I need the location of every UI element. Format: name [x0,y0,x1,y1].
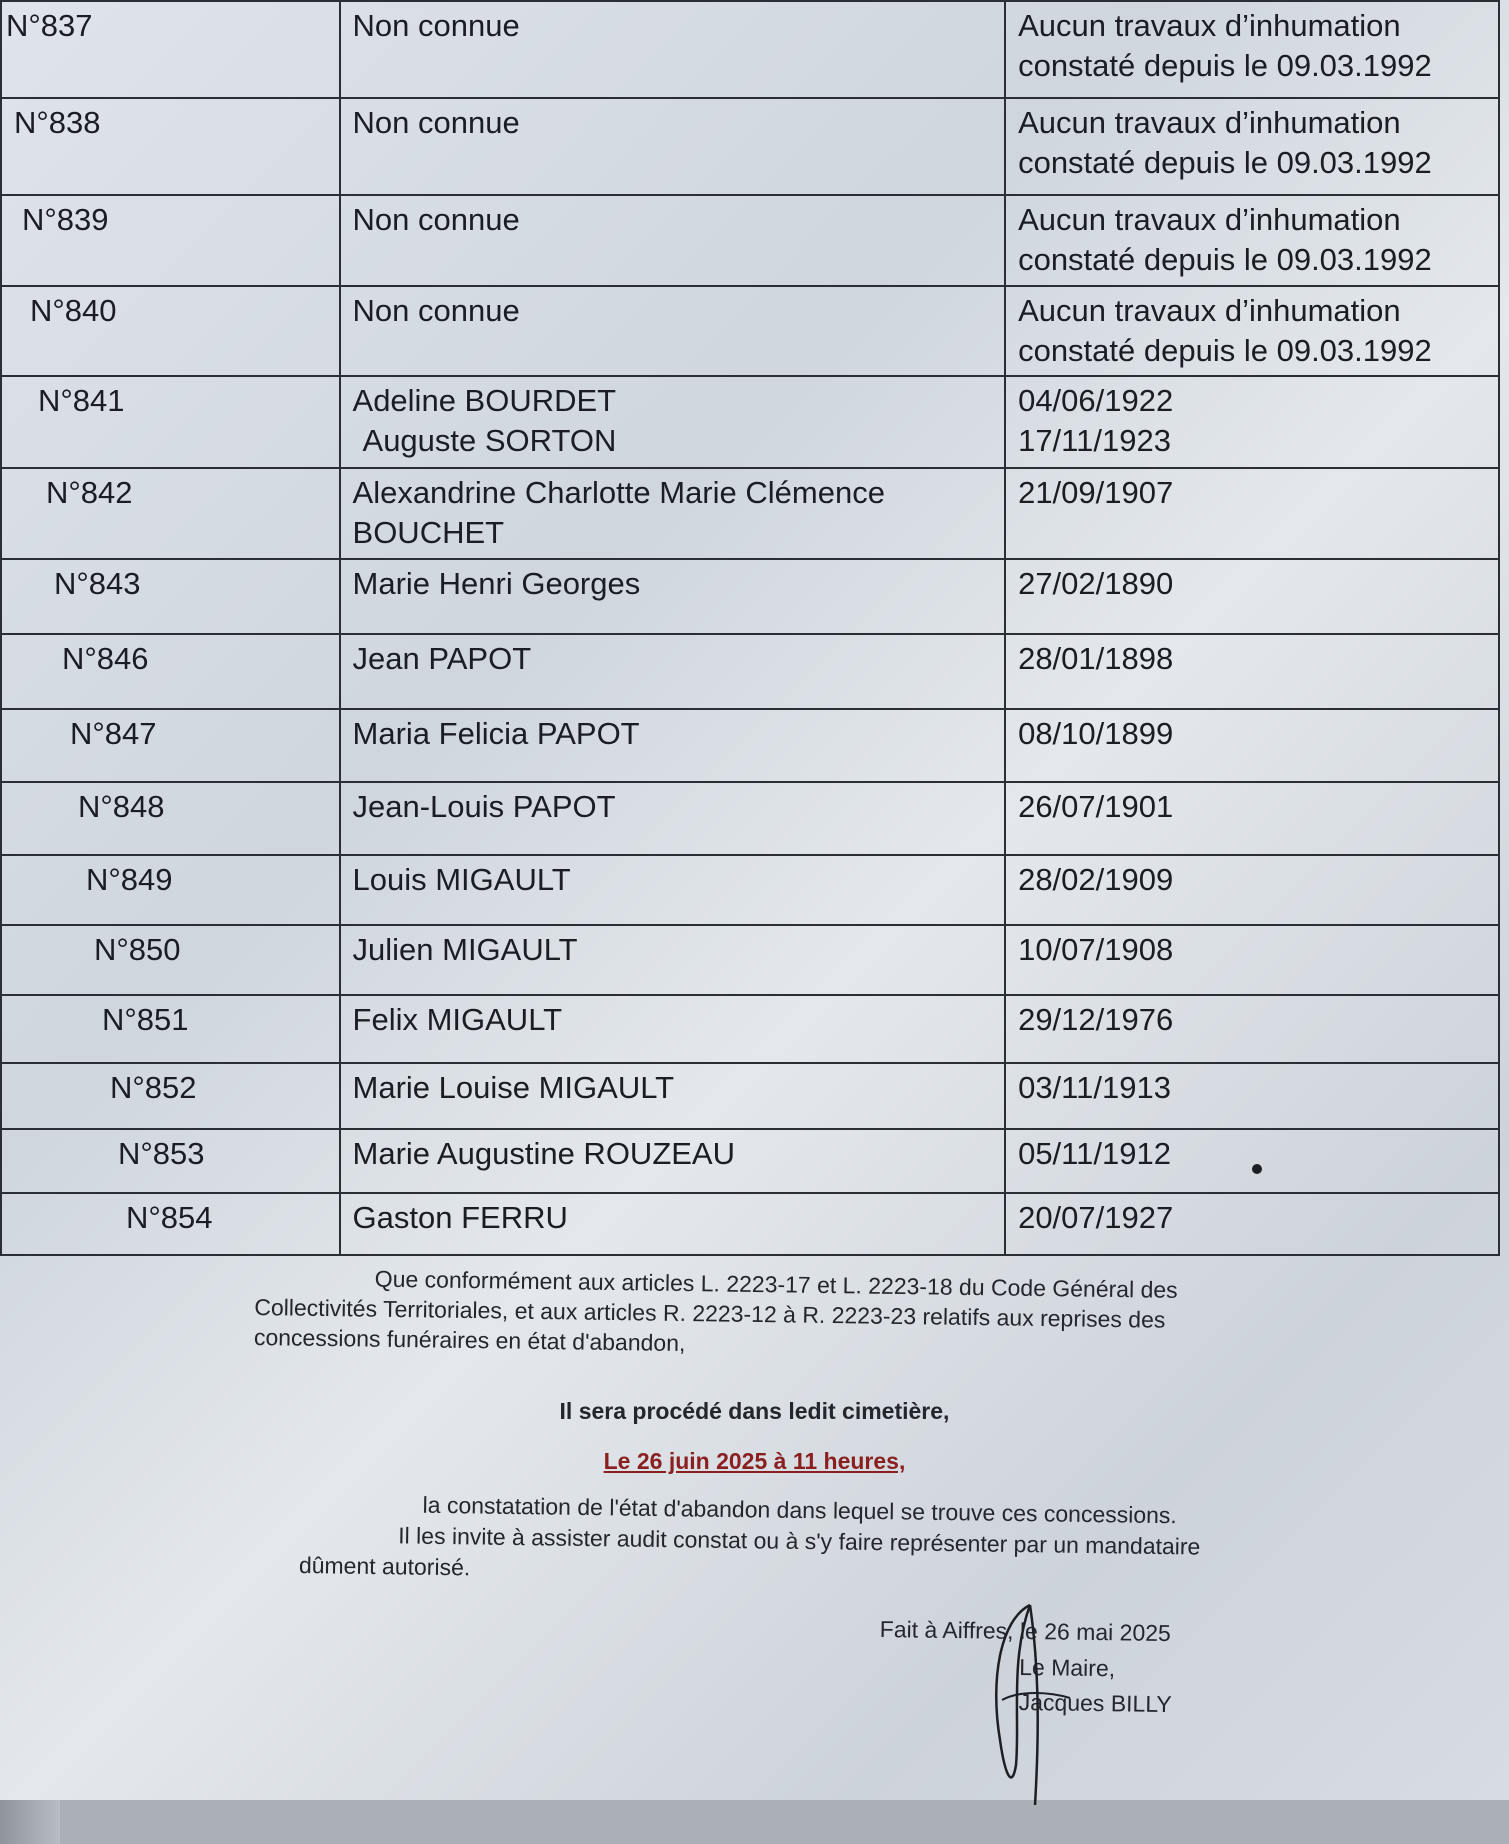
concession-number: N°843 [1,559,340,634]
table-row [1,1129,1499,1193]
name-line: Non connue [352,105,520,140]
concession-number: N°846 [1,634,340,709]
table-row [1,1,1499,98]
deceased-name [340,782,1006,855]
name-line: Gaston FERRU [352,1199,568,1235]
signature-block [879,1612,1300,1725]
info-line: constaté depuis le 09.03.1992 [1018,242,1432,278]
inhumation-info [1005,98,1499,195]
deceased-name [340,98,1006,195]
concession-number: N°847 [1,709,340,782]
name-line: Marie Henri Georges [352,565,641,601]
table-row [1,925,1499,995]
concession-number: N°840 [1,286,340,377]
name-line: Non connue [352,8,520,43]
inhumation-info [1005,376,1499,468]
table-row [1,709,1499,782]
inhumation-info [1005,855,1499,925]
concession-number: N°848 [1,782,340,855]
concession-number: N°838 [1,98,340,195]
deceased-name [340,1129,1006,1193]
name-line: Louis MIGAULT [352,861,571,897]
inhumation-info [1005,468,1499,559]
inhumation-info [1005,634,1499,709]
paragraph-line: Que conformément aux articles L. 2223-17 et L. 2223-18 du Code Général des [374,1265,1178,1303]
inhumation-info [1005,195,1499,286]
info-line: 27/02/1890 [1018,565,1174,601]
inhumation-info [1005,925,1499,995]
name-line: Auguste SORTON [362,423,617,459]
inhumation-info [1005,559,1499,634]
inhumation-info [1005,1063,1499,1129]
concession-number: N°842 [1,468,340,559]
concession-number: N°850 [1,925,340,995]
deceased-name [340,1193,1006,1255]
name-line: Non connue [352,202,520,237]
closing-line: dûment autorisé. [298,1552,471,1581]
deceased-name [340,1,1006,98]
closing-paragraph [299,1488,1300,1595]
inhumation-info [1005,1,1499,98]
name-line: Alexandrine Charlotte Marie Clémence BOUCHET [352,475,885,551]
info-line: 28/02/1909 [1018,861,1174,897]
concession-number: N°851 [1,995,340,1063]
legal-paragraph [254,1263,1325,1368]
inhumation-info [1005,782,1499,855]
paragraph-line: concessions funéraires en état d'abandon, [253,1323,686,1356]
concession-number: N°852 [1,1063,340,1129]
info-line: constaté depuis le 09.03.1992 [1018,48,1432,84]
deceased-name [340,286,1006,377]
info-line: 03/11/1913 [1018,1069,1171,1105]
info-line: 21/09/1907 [1018,475,1174,511]
table-row [1,468,1499,559]
table-row [1,98,1499,195]
info-line: 26/07/1901 [1018,788,1174,824]
info-line: 17/11/1923 [1018,423,1171,459]
inhumation-info [1005,995,1499,1063]
inhumation-info [1005,1129,1499,1193]
info-line: Aucun travaux d’inhumation [1018,105,1401,140]
deceased-name [340,559,1006,634]
name-line: Julien MIGAULT [352,931,578,967]
closing-line: la constatation de l'état d'abandon dans lequel se trouve ces concessions. [422,1491,1177,1529]
paragraph-line: Collectivités Territoriales, et aux articles R. 2223-12 à R. 2223-23 relatifs aux reprises des [254,1293,1166,1333]
name-line: Maria Felicia PAPOT [352,715,640,751]
table-row [1,559,1499,634]
info-line: 08/10/1899 [1018,715,1174,751]
info-line: 20/07/1927 [1018,1199,1174,1235]
info-line: Aucun travaux d’inhumation [1018,292,1401,328]
name-line: Jean-Louis PAPOT [352,788,616,824]
info-line: 10/07/1908 [1018,931,1174,967]
place-date: Fait à Aiffres, le 26 mai 2025 [879,1615,1171,1647]
inhumation-info [1005,1193,1499,1255]
deceased-name [340,376,1006,468]
deceased-name [340,709,1006,782]
concession-number: N°841 [1,376,340,468]
name-line: Adeline BOURDET [352,383,617,419]
name-line: Marie Augustine ROUZEAU [352,1135,735,1171]
table-row [1,995,1499,1063]
deceased-name [340,925,1006,995]
info-line: 04/06/1922 [1018,383,1174,419]
deceased-name [340,855,1006,925]
inhumation-info [1005,709,1499,782]
info-line: 28/01/1898 [1018,640,1174,676]
table-row [1,286,1499,377]
name-line: Felix MIGAULT [352,1001,563,1037]
table-row [1,634,1499,709]
info-line: 05/11/1912 [1018,1135,1171,1171]
deceased-name [340,634,1006,709]
concession-number: N°853 [1,1129,340,1193]
table-row [1,1063,1499,1129]
deceased-name [340,1063,1006,1129]
table-row [1,855,1499,925]
info-line: constaté depuis le 09.03.1992 [1018,145,1432,181]
pin-dot [1252,1164,1262,1174]
inspection-date: Le 26 juin 2025 à 11 heures, [603,1448,906,1474]
concession-number: N°849 [1,855,340,925]
deceased-name [340,995,1006,1063]
mayor-title: Le Maire, [1019,1653,1116,1681]
info-line: Aucun travaux d’inhumation [1018,202,1401,237]
name-line: Marie Louise MIGAULT [352,1069,675,1105]
table-row [1,195,1499,286]
info-line: 29/12/1976 [1018,1001,1174,1037]
closing-line: Il les invite à assister audit constat ou à s'y faire représenter par un mandataire [398,1522,1201,1560]
concession-number: N°837 [1,1,340,98]
table-row [1,376,1499,468]
procede-line: Il sera procédé dans ledit cimetière, [559,1398,950,1424]
concession-number: N°839 [1,195,340,286]
handwritten-signature [990,1600,1080,1810]
table-row [1,1193,1499,1255]
info-line: constaté depuis le 09.03.1992 [1018,332,1432,368]
deceased-name [340,468,1006,559]
table-row [1,782,1499,855]
name-line: Non connue [352,292,520,328]
deceased-name [340,195,1006,286]
info-line: Aucun travaux d’inhumation [1018,8,1401,43]
mayor-name: Jacques BILLY [1018,1689,1172,1718]
concession-number: N°854 [1,1193,340,1255]
inhumation-info [1005,286,1499,377]
name-line: Jean PAPOT [352,640,532,676]
